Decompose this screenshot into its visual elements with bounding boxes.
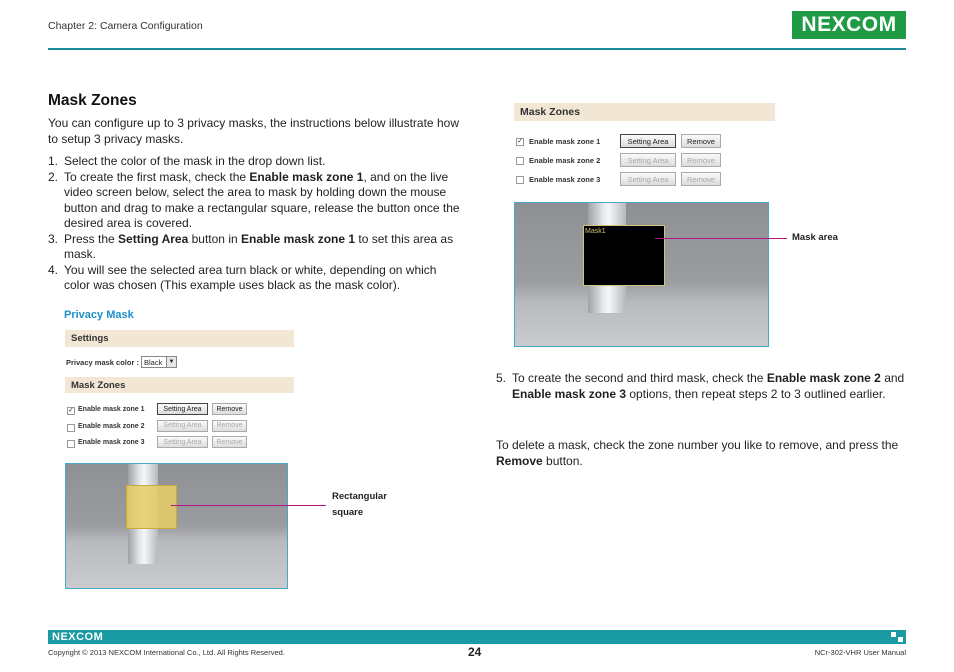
callout-mask-area: Mask area xyxy=(792,232,838,243)
text-run: To create the second and third mask, check the xyxy=(512,371,767,385)
chapter-title: Chapter 2: Camera Configuration xyxy=(48,20,203,32)
enable-zone-2-label: Enable mask zone 2 xyxy=(529,156,601,165)
enable-zone-1-label: Enable mask zone 1 xyxy=(78,406,145,413)
remove-button-3[interactable]: Remove xyxy=(212,436,247,448)
live-video-right[interactable] xyxy=(514,202,769,347)
step-number: 1. xyxy=(48,154,59,168)
remove-button-2[interactable]: Remove xyxy=(212,420,247,432)
text-run: button in xyxy=(188,231,241,246)
callout-line-left xyxy=(171,505,326,506)
text-run: To create the first mask, check the xyxy=(64,169,250,184)
mask-zones-bar-left: Mask Zones xyxy=(65,377,294,393)
mask-color-select[interactable] xyxy=(141,356,177,368)
bold-term: Enable mask zone 1 xyxy=(241,231,356,246)
enable-zone-1-checkbox[interactable]: ✓ xyxy=(517,138,523,145)
enable-zone-3-checkbox[interactable] xyxy=(67,440,75,448)
text-run: Select the color of the mask in the drop down list. xyxy=(64,154,326,168)
header-divider xyxy=(48,48,906,50)
text-run: options, then repeat steps 2 to 3 outlined earlier. xyxy=(626,386,886,401)
text-run: To delete a mask, check the zone number you like to remove, and press the xyxy=(496,438,899,452)
text-run: button. xyxy=(542,453,583,468)
callout-line-right xyxy=(655,238,787,239)
bold-term: Setting Area xyxy=(118,231,189,246)
setting-area-button-2[interactable]: Setting Area xyxy=(157,420,208,432)
step-number: 4. xyxy=(48,262,59,277)
step-number: 2. xyxy=(48,169,59,184)
manual-title: NCr-302-VHR User Manual xyxy=(814,648,906,657)
step-item xyxy=(48,263,463,294)
intro-paragraph: You can configure up to 3 privacy masks, the instructions below illustrate how to setup 3 privacy masks. xyxy=(48,116,459,146)
nexcom-logo: NEXCOM xyxy=(792,11,906,39)
mask-color-label: Privacy mask color : xyxy=(66,358,139,367)
black-mask-area xyxy=(583,225,665,286)
chevron-down-icon: ▼ xyxy=(166,357,176,367)
text-run: , and on the live video screen below, select the area to mask by holding down the mouse button and drag to make a rectangular square, release the button once the desired area is covered. xyxy=(64,169,460,230)
bold-term: Enable mask zone 2 xyxy=(766,371,881,385)
step-item xyxy=(48,232,463,263)
mask1-label: Mask1 xyxy=(585,228,606,235)
nexcom-footer-logo: NEXCOM xyxy=(52,631,104,643)
setting-area-button-2[interactable]: Setting Area xyxy=(620,153,676,167)
step-5: 5. To create the second and third mask, check the Enable mask zone 2 and Enable mask zone 3 options, then repeat steps 2 to 3 outlined earlier. xyxy=(496,371,905,401)
remove-button-2[interactable]: Remove xyxy=(681,153,721,167)
page-number: 24 xyxy=(468,645,482,659)
delete-note xyxy=(496,438,908,469)
steps-list xyxy=(48,154,463,294)
mask-color-value: Black xyxy=(144,357,163,367)
rectangular-mask-selection[interactable] xyxy=(126,485,177,529)
enable-zone-3-label: Enable mask zone 3 xyxy=(529,175,601,184)
settings-bar: Settings xyxy=(65,330,294,347)
text-run: You will see the selected area turn black or white, depending on which color was chosen (This example uses black as the mask color). xyxy=(64,262,437,292)
step-item xyxy=(48,154,463,170)
section-title: Mask Zones xyxy=(48,92,137,109)
setting-area-button-3[interactable]: Setting Area xyxy=(157,436,208,448)
setting-area-button-3[interactable]: Setting Area xyxy=(620,172,676,186)
remove-button-1[interactable]: Remove xyxy=(212,403,247,415)
bold-term: Remove xyxy=(496,453,543,468)
enable-zone-3-checkbox[interactable] xyxy=(516,176,524,184)
step-text xyxy=(64,154,463,170)
remove-button-1[interactable]: Remove xyxy=(681,134,721,148)
footer-bar xyxy=(48,630,906,644)
live-video-left[interactable] xyxy=(65,463,288,589)
step-number: 3. xyxy=(48,231,59,246)
bold-term: Enable mask zone 1 xyxy=(249,169,364,184)
setting-area-button-1[interactable]: Setting Area xyxy=(157,403,208,415)
text-run: Press the xyxy=(64,231,119,246)
copyright: Copyright © 2013 NEXCOM International Co., Ltd. All Rights Reserved. xyxy=(48,648,285,657)
setting-area-button-1[interactable]: Setting Area xyxy=(620,134,676,148)
step-item xyxy=(48,170,463,232)
enable-zone-3-label: Enable mask zone 3 xyxy=(78,439,145,446)
enable-zone-1-label: Enable mask zone 1 xyxy=(529,137,601,146)
remove-button-3[interactable]: Remove xyxy=(681,172,721,186)
text-run: to set this area as mask. xyxy=(64,231,454,261)
enable-zone-2-checkbox[interactable] xyxy=(516,157,524,165)
step-text xyxy=(64,263,463,294)
callout-rectangular-square: Rectangular square xyxy=(332,491,387,518)
enable-zone-2-checkbox[interactable] xyxy=(67,424,75,432)
mask-zones-bar-right: Mask Zones xyxy=(514,103,775,121)
text-run: and xyxy=(880,371,905,385)
privacy-mask-title: Privacy Mask xyxy=(64,309,134,321)
enable-zone-2-label: Enable mask zone 2 xyxy=(78,422,145,430)
step-text xyxy=(64,170,463,232)
bold-term: Enable mask zone 3 xyxy=(512,386,627,401)
enable-zone-1-checkbox[interactable]: ✓ xyxy=(68,407,74,414)
step-text xyxy=(64,232,463,263)
brand-squares-icon xyxy=(888,630,906,644)
